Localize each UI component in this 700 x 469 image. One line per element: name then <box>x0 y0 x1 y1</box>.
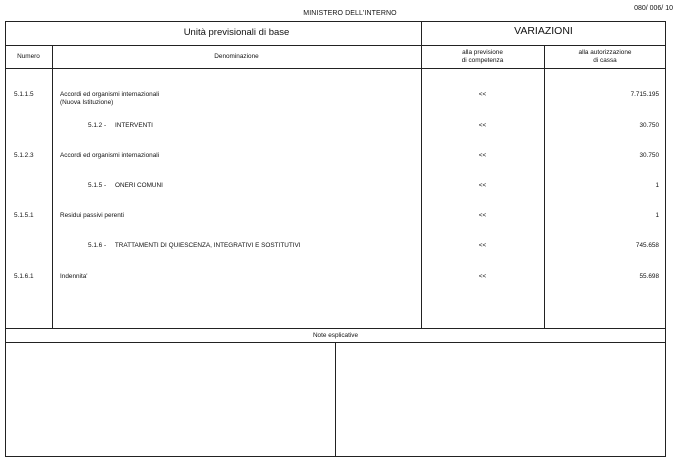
col-header-competenza: alla previsione di competenza <box>461 49 504 64</box>
ministry-title: MINISTERO DELL'INTERNO <box>303 10 397 17</box>
row-competenza: << <box>478 91 487 98</box>
row-cassa: 55.698 <box>639 273 659 280</box>
divider-table-bottom <box>5 328 666 329</box>
col-header-cassa: alla autorizzazione di cassa <box>578 49 632 64</box>
row-numero: 5.1.2.3 <box>14 152 34 159</box>
col-divider-variazioni <box>421 21 422 328</box>
row-denominazione: Accordi ed organismi internazionali <box>60 152 160 159</box>
section-variazioni: VARIAZIONI <box>514 25 573 37</box>
col-divider-numero <box>52 45 53 328</box>
divider-under-columns <box>5 68 666 69</box>
notes-right-panel <box>336 343 665 456</box>
row-denominazione: 5.1.6 - TRATTAMENTI DI QUIESCENZA, INTEGRATIVI E SOSTITUTIVI <box>88 242 301 249</box>
notes-left-panel <box>6 343 334 456</box>
row-cassa: 30.750 <box>639 152 659 159</box>
row-cassa: 1 <box>655 212 659 219</box>
section-unita-previsionali: Unità previsionali di base <box>183 27 290 38</box>
row-denominazione: Indennita' <box>60 273 88 280</box>
row-numero: 5.1.6.1 <box>14 273 34 280</box>
divider-under-section <box>5 45 666 46</box>
row-numero: 5.1.1.5 <box>14 91 34 98</box>
row-competenza: << <box>478 182 487 189</box>
row-competenza: << <box>478 273 487 280</box>
row-competenza: << <box>478 152 487 159</box>
row-competenza: << <box>478 122 487 129</box>
row-denominazione: 5.1.2 - INTERVENTI <box>88 122 153 129</box>
row-denominazione: 5.1.5 - ONERI COMUNI <box>88 182 163 189</box>
row-denominazione: Accordi ed organismi internazionali (Nuova Istituzione) <box>60 91 160 106</box>
row-competenza: << <box>478 242 487 249</box>
row-competenza: << <box>478 212 487 219</box>
document-code: 080/ 006/ 10 <box>634 5 673 12</box>
row-cassa: 745.658 <box>635 242 659 249</box>
col-header-numero: Numero <box>17 53 40 60</box>
row-cassa: 30.750 <box>639 122 659 129</box>
notes-title: Note esplicative <box>312 332 359 339</box>
row-cassa: 7.715.195 <box>630 91 659 98</box>
row-cassa: 1 <box>655 182 659 189</box>
row-denominazione: Residui passivi perenti <box>60 212 124 219</box>
row-numero: 5.1.5.1 <box>14 212 34 219</box>
col-header-denominazione: Denominazione <box>214 53 259 60</box>
